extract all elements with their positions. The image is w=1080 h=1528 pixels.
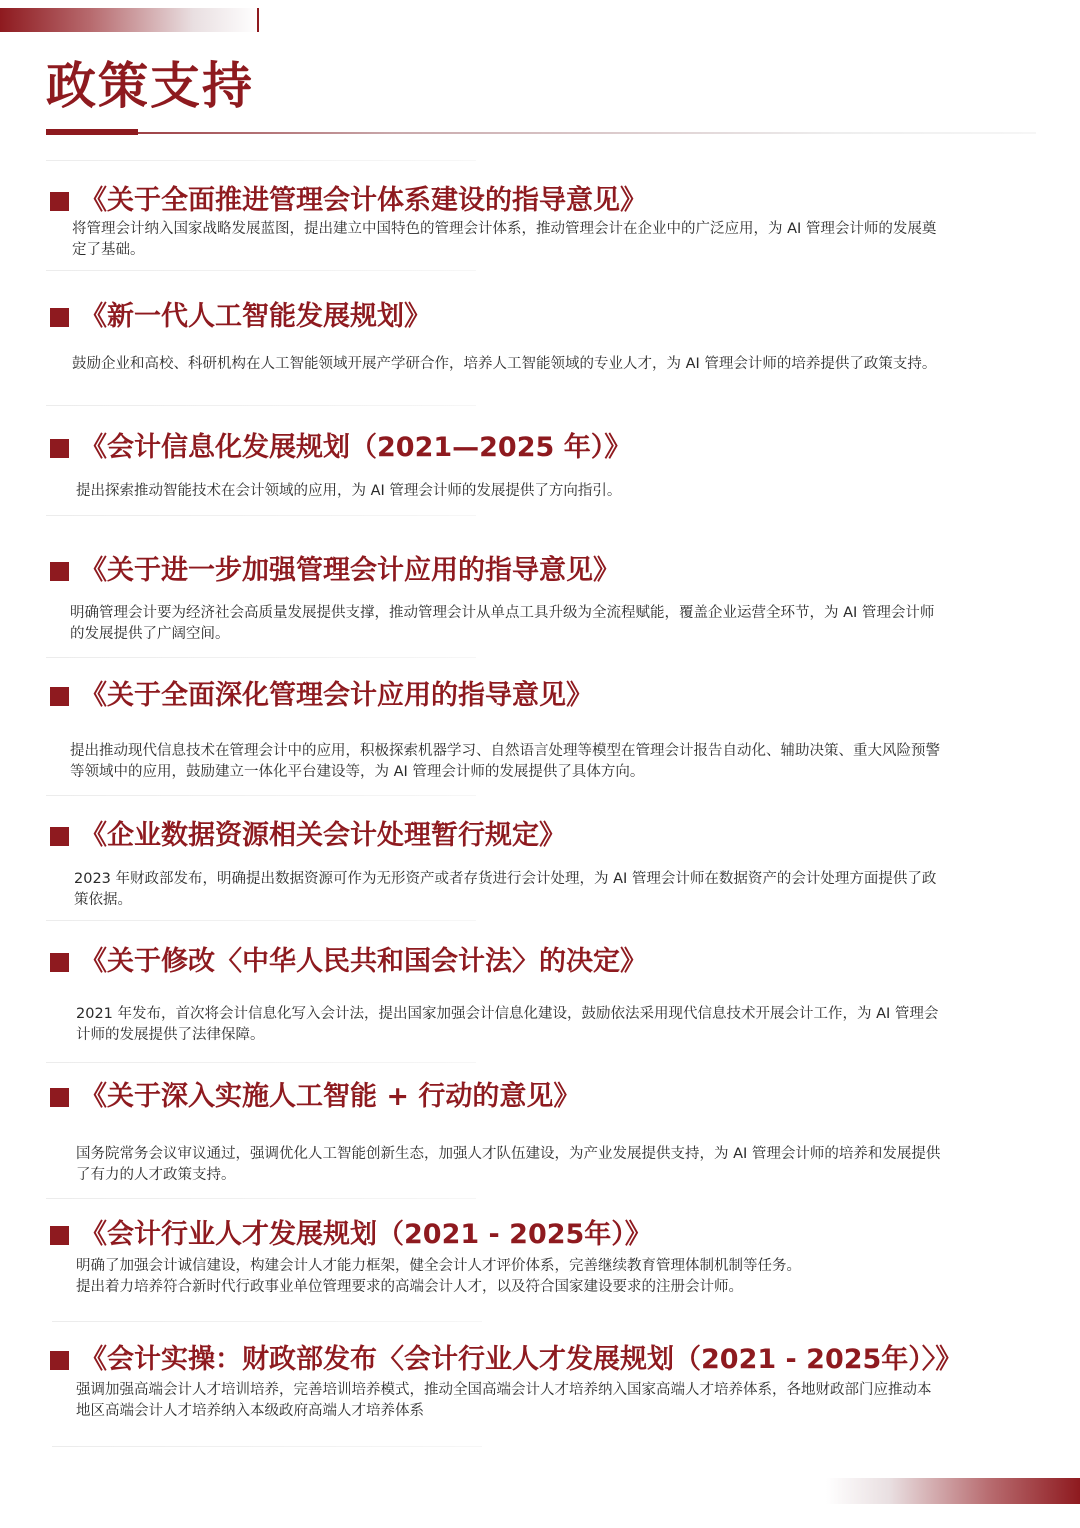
policy-item — [46, 1077, 1046, 1183]
description-line: 计师的发展提供了法律保障。 — [76, 1027, 265, 1043]
bottom-decorative-band — [826, 1478, 1080, 1504]
square-bullet-icon — [50, 192, 69, 211]
top-decorative-band — [0, 8, 258, 32]
description-line: 地区高端会计人才培养纳入本级政府高端人才培养体系 — [76, 1403, 424, 1419]
section-separator — [46, 657, 476, 658]
policy-description — [74, 869, 1044, 911]
policy-description — [72, 354, 1042, 375]
square-bullet-icon — [50, 308, 69, 327]
policy-item — [46, 428, 1046, 499]
description-line: 2021 年发布，首次将会计信息化写入会计法，提出国家加强会计信息化建设，鼓励依法采用现代信息技术开展会计工作，为 AI 管理会 — [76, 1006, 939, 1022]
policy-description — [70, 603, 1040, 645]
policy-item — [46, 297, 1046, 372]
title-underline — [46, 132, 1036, 134]
policy-heading: 《企业数据资源相关会计处理暂行规定》 — [80, 820, 566, 851]
policy-heading: 《关于深入实施人工智能 + 行动的意见》 — [80, 1081, 581, 1112]
description-line: 等领域中的应用，鼓励建立一体化平台建设等，为 AI 管理会计师的发展提供了具体方向。 — [70, 764, 645, 780]
square-bullet-icon — [50, 1088, 69, 1107]
policy-item — [46, 816, 1046, 908]
section-separator — [46, 270, 476, 271]
policy-heading: 《新一代人工智能发展规划》 — [80, 301, 431, 332]
policy-heading: 《关于全面深化管理会计应用的指导意见》 — [80, 680, 593, 711]
policy-heading: 《会计信息化发展规划（2021—2025 年）》 — [80, 432, 632, 463]
section-separator — [46, 1062, 476, 1063]
top-band-tick — [257, 8, 259, 32]
section-separator — [46, 515, 476, 516]
section-separator — [46, 1198, 476, 1199]
description-line: 提出推动现代信息技术在管理会计中的应用，积极探索机器学习、自然语言处理等模型在管理会计报告自动化、辅助决策、重大风险预警 — [70, 743, 940, 759]
policy-item — [46, 676, 1046, 780]
description-line: 2023 年财政部发布，明确提出数据资源可作为无形资产或者存货进行会计处理，为 AI 管理会计师在数据资产的会计处理方面提供了政 — [74, 871, 937, 887]
page-title: 政策支持 — [46, 57, 254, 115]
policy-item — [46, 942, 1046, 1043]
policy-item — [46, 1340, 1046, 1419]
square-bullet-icon — [50, 439, 69, 458]
policy-heading: 《关于进一步加强管理会计应用的指导意见》 — [80, 555, 620, 586]
description-line: 国务院常务会议审议通过，强调优化人工智能创新生态，加强人才队伍建设，为产业发展提供支持，为 AI 管理会计师的培养和发展提供 — [76, 1146, 941, 1162]
policy-heading: 《关于全面推进管理会计体系建设的指导意见》 — [80, 185, 647, 216]
policy-heading: 《会计实操：财政部发布〈会计行业人才发展规划（2021 - 2025年）〉》 — [80, 1344, 963, 1375]
section-separator — [46, 795, 476, 796]
policy-description — [70, 741, 1040, 783]
policy-item — [46, 181, 1046, 258]
square-bullet-icon — [50, 1226, 69, 1245]
description-line: 提出着力培养符合新时代行政事业单位管理要求的高端会计人才，以及符合国家建设要求的注册会计师。 — [76, 1279, 743, 1295]
policy-description — [76, 1380, 1046, 1422]
description-line: 将管理会计纳入国家战略发展蓝图，提出建立中国特色的管理会计体系，推动管理会计在企业中的广泛应用，为 AI 管理会计师的发展奠 — [72, 221, 937, 237]
description-line: 强调加强高端会计人才培训培养，完善培训培养模式，推动全国高端会计人才培养纳入国家高端人才培养体系，各地财政部门应推动本 — [76, 1382, 932, 1398]
description-line: 了有力的人才政策支持。 — [76, 1167, 236, 1183]
policy-description — [76, 1004, 1046, 1046]
section-separator — [46, 160, 476, 161]
square-bullet-icon — [50, 562, 69, 581]
policy-heading: 《关于修改〈中华人民共和国会计法〉的决定》 — [80, 946, 647, 977]
description-line: 鼓励企业和高校、科研机构在人工智能领域开展产学研合作，培养人工智能领域的专业人才，为 AI 管理会计师的培养提供了政策支持。 — [72, 356, 937, 372]
section-separator — [46, 920, 476, 921]
description-line: 明确管理会计要为经济社会高质量发展提供支撑，推动管理会计从单点工具升级为全流程赋能，覆盖企业运营全环节，为 AI 管理会计师 — [70, 605, 935, 621]
description-line: 的发展提供了广阔空间。 — [70, 626, 230, 642]
section-separator — [46, 405, 476, 406]
square-bullet-icon — [50, 687, 69, 706]
policy-description — [76, 1144, 1046, 1186]
section-separator — [52, 1321, 482, 1322]
description-line: 明确了加强会计诚信建设，构建会计人才能力框架，健全会计人才评价体系，完善继续教育管理体制机制等任务。 — [76, 1258, 801, 1274]
policy-item — [46, 1215, 1046, 1295]
policy-description — [76, 481, 1046, 502]
section-separator — [52, 1446, 482, 1447]
description-line: 策依据。 — [74, 892, 132, 908]
policy-description — [72, 219, 1042, 261]
square-bullet-icon — [50, 953, 69, 972]
square-bullet-icon — [50, 1351, 69, 1370]
policy-heading: 《会计行业人才发展规划（2021 - 2025年）》 — [80, 1219, 652, 1250]
description-line: 提出探索推动智能技术在会计领域的应用，为 AI 管理会计师的发展提供了方向指引。 — [76, 483, 622, 499]
title-underline-accent — [46, 129, 138, 135]
policy-description — [76, 1256, 1046, 1298]
square-bullet-icon — [50, 827, 69, 846]
description-line: 定了基础。 — [72, 242, 145, 258]
policy-item — [46, 551, 1046, 642]
